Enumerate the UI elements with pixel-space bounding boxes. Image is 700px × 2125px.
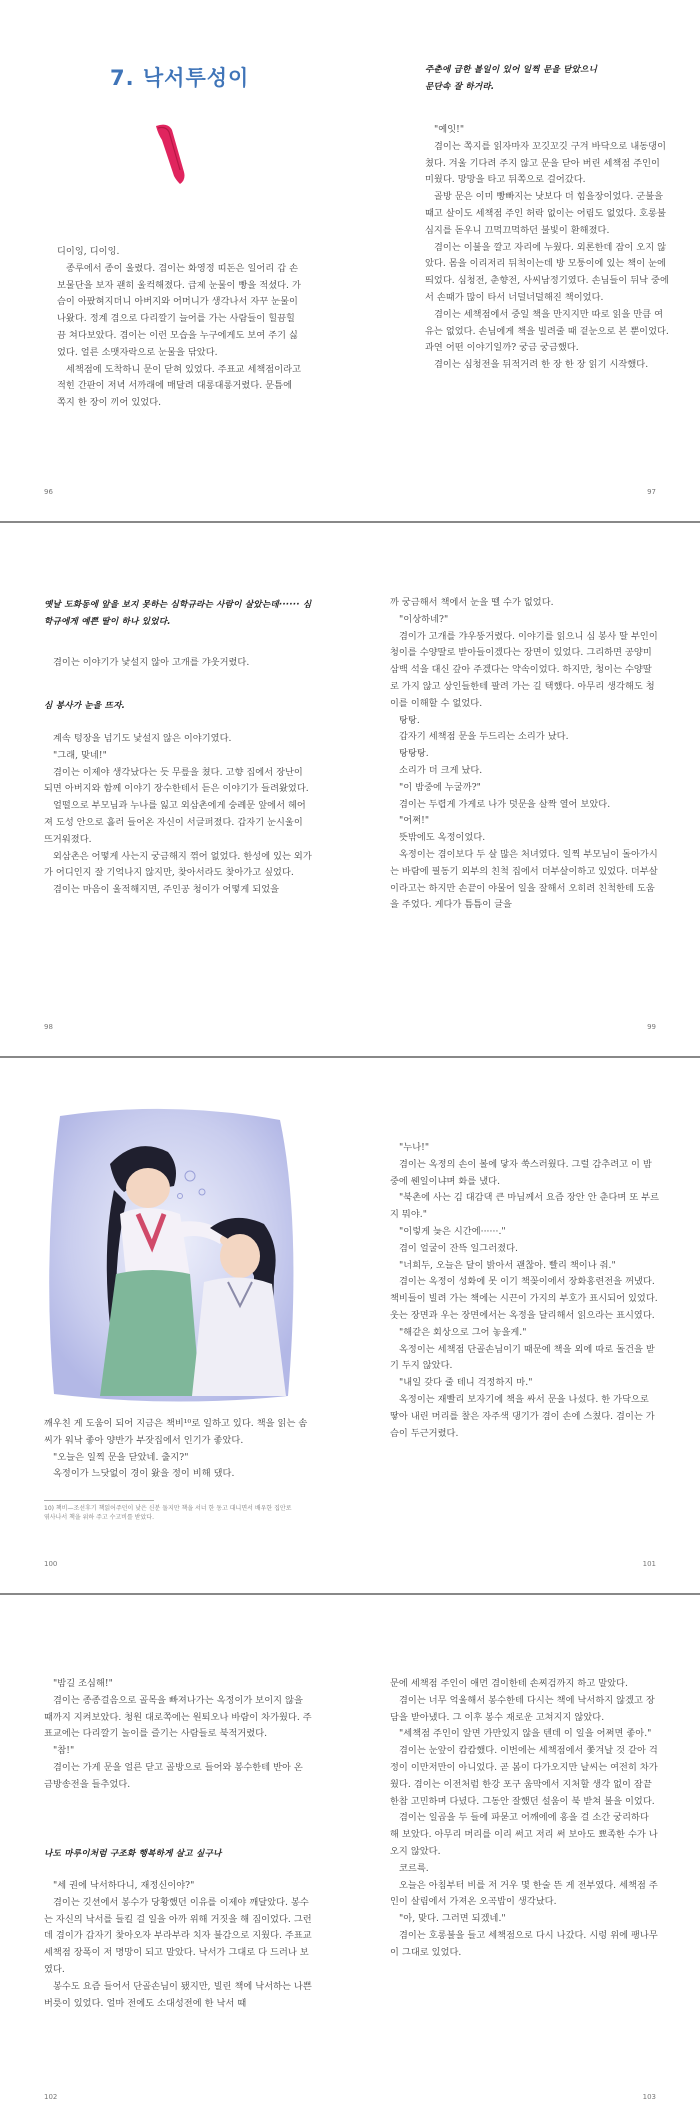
page-number: 96 xyxy=(44,488,53,496)
paragraph: 뜻밖에도 옥정이었다. xyxy=(399,832,486,844)
handwritten-note: 심 봉사가 눈을 뜨자. xyxy=(44,701,126,711)
page-103 xyxy=(350,1606,700,2125)
paragraph: 옥정이는 재빨리 보자기에 책을 싸서 문을 나섰다. 한 가닥으로 땋아 내린 머리를 찰은 자주색 댕기가 겸이 손에 스쳤다. 겸이는 가슴이 두근거렸다. xyxy=(390,1393,655,1439)
page-96-body xyxy=(57,244,302,412)
page-98-intro xyxy=(44,655,314,672)
paragraph: 겸이는 옥정이 성화에 못 이기 책꽂이에서 장화홍련전을 꺼냈다. 책비들이 빌려 가는 책에는 시끈이 가지의 부호가 표시되어 있었다. 웃는 장면과 우는 장면에서는 옥정을 달리해서 읽으라는 표시였다. xyxy=(390,1276,658,1321)
paragraph: 겸이는 두렵게 가게로 나가 덧문을 살짝 열어 보았다. xyxy=(399,798,611,810)
paragraph: 깨우친 게 도움이 되어 지금은 책비¹⁰로 일하고 있다. 책을 읽는 솜씨가 워낙 좋아 양반가 부잣집에서 인기가 좋았다. xyxy=(44,1418,308,1446)
paragraph: 겸이가 고개를 갸우뚱거렸다. 이야기를 읽으니 심 봉사 딸 부인이 청이를 수양딸로 받아들이겠다는 장면이 있었다. 그리하면 공양미 삼백 석을 대신 갚아 주겠다는 약속이었다. 하지만, 청이는 수양딸로 가지 않고 상인들한테 팔려 가는 길 택했다. 아무리 생각해도 청이를 이해할 수 없었다. xyxy=(390,630,658,709)
paragraph: 옥정이는 겸이보다 두 살 많은 처녀였다. 일찍 부모님이 돌아가시는 바람에 필동기 외부의 친척 집에서 더부살이하고 있었다. 더부살이라고는 하지만 손끝이 야물어 일을 잘해서 오히려 친척한테 도움을 주었다. 게다가 틈틈이 글을 xyxy=(390,848,658,911)
paragraph: "아, 맞다. 그러면 되겠네." xyxy=(399,1913,506,1925)
paragraph: 겸이는 너무 억울해서 봉수한테 다시는 책에 낙서하지 않겠고 장담을 받아냈다. 그 이후 봉수 재로운 고쳐지지 않았다. xyxy=(390,1694,655,1723)
spread-divider xyxy=(0,521,700,523)
paragraph: "참!" xyxy=(53,1745,75,1757)
spread-98-99 xyxy=(0,535,700,1055)
paragraph: 까 궁금해서 책에서 눈을 뗄 수가 없었다. xyxy=(390,597,554,608)
paragraph: 디이잉, 디이잉. xyxy=(57,246,120,257)
paragraph: 봉수도 요즘 들어서 단골손님이 됐지만, 빌린 책에 낙서하는 나쁜 버릇이 있었다. 얼마 전에도 소대성전에 한 낙서 때 xyxy=(44,1980,312,2009)
paragraph: 외삼촌은 어떻게 사는지 궁금해지 꺾어 없었다. 한성에 있는 외가가 어디인지 잘 기억나지 않지만, 찾아서라도 찾아가고 싶었다. xyxy=(44,850,312,879)
page-100-body xyxy=(44,1416,314,1483)
page-number: 102 xyxy=(44,2093,58,2101)
paragraph: "해같은 회상으로 그어 놓을게." xyxy=(399,1326,527,1338)
paragraph: 탕탕탕. xyxy=(399,748,429,760)
spread-100-101 xyxy=(0,1070,700,1592)
handwritten-note: 나도 마루이처럼 구조화 행복하게 살고 싶구나 xyxy=(44,1849,222,1859)
two-girls-illustration xyxy=(40,1106,302,1406)
paragraph: "그래, 맞네!" xyxy=(53,749,107,761)
paragraph: "너희두, 오늘은 달이 밝아서 괜찮아. 빨리 책이나 줘." xyxy=(399,1259,616,1271)
paragraph: 얼떨으로 부모님과 누나를 잃고 외삼촌에게 숭례문 앞에서 헤어져 도성 안으로 흘러 들어온 자신이 서글퍼졌다. 갑자기 눈시울이 뜨거워졌다. xyxy=(44,800,306,845)
paragraph: 겸이는 세책점에서 중일 책을 만지지만 따로 읽을 만큼 여유는 없었다. 손님에게 책을 빌려줄 때 겉눈으로 본 뿐이었다. 과연 어떤 이야기일까? 궁금 궁금했다. xyxy=(425,308,669,354)
paragraph: 겸이는 일곱을 두 들에 파묻고 어깨에에 홍을 걸 소간 궁리하다 해 보았다. 아무리 머리를 이리 써고 저리 써 보아도 뾰족한 수가 나오지 않았다. xyxy=(390,1812,658,1857)
paragraph: "세 권에 낙서하다니, 재정신이야?" xyxy=(53,1880,195,1891)
page-98-body xyxy=(44,731,314,899)
page-number: 103 xyxy=(642,2093,656,2101)
paragraph: 겸이는 가게 문을 얼른 닫고 골방으로 들어와 봉수한테 반아 온 금방송전을 들추었다. xyxy=(44,1761,303,1790)
chapter-title: 7. 낙서투성이 xyxy=(110,66,250,90)
page-103-body xyxy=(390,1676,660,1962)
paragraph: "누나!" xyxy=(399,1142,430,1153)
paragraph: 겸이는 눈앞이 캄캄했다. 이번에는 세책점에서 쫓겨날 것 같아 걱정이 이만저만이 아니었다. 곧 봄이 다가오지만 날씨는 여전히 차가웠다. 겸이는 이전처럼 한강 포구 움막에서 지처할 생각 없이 잠끝 한참 고민하며 다녔다. 그동안 잘했던 설움이 북 받쳐 불을 이었다. xyxy=(390,1745,658,1807)
paragraph: "어쩌!" xyxy=(399,815,430,827)
paragraph: 탕탕. xyxy=(399,714,420,726)
paragraph: 겸이는 이제야 생각났다는 듯 무릎을 쳤다. 고향 집에서 장난이 되면 아버지와 함께 이야기 장수한테서 듣은 이야기가 들려왔었다. xyxy=(44,766,309,795)
paragraph: 종루에서 종이 울렸다. 겸이는 화영정 띠돈은 일어리 갑 손 보물단을 보자 괜히 울컥해졌다. 급제 눈물이 빵을 적셨다. 가슴이 아팠혀지더니 아버지와 어머니가 생각나서 자꾸 눈물이 나왔다. 정계 겸으로 다리깔기 늘어를 가는 사람들이 힐끔힐끔 쳐다보았다. 겸이는 이런 모습을 누구에게도 보여 주기 싫었다. 얼른 소맷자락으로 눈물을 닦았다. xyxy=(57,262,301,358)
paragraph: 겸이는 호롱불을 들고 세책점으로 다시 나갔다. 시렁 위에 팽나무이 그대로 있었다. xyxy=(390,1929,658,1958)
paragraph: "오늘은 일찍 문을 닫았네. 출지?" xyxy=(53,1451,189,1463)
paragraph: 겸이는 마음이 울적해지면, 주인공 청이가 어떻게 되었을 xyxy=(53,884,280,896)
page-99-body xyxy=(390,595,660,914)
page-102-body-b xyxy=(44,1878,314,2012)
page-101-body xyxy=(390,1140,660,1442)
red-ribbon-illustration xyxy=(150,120,190,190)
paragraph: 겸이는 종종걸음으로 골목을 빠져나가는 옥정이가 보이지 않을 때까지 지켜보았다. 청원 대로쪽에는 원퇴오나 바람이 차가웠다. 주표교에는 다리깔기 놀이를 즐기는 사람들로 북적거렸다. xyxy=(44,1694,312,1740)
paragraph: 겸이 얼굴이 잔뜩 일그러졌다. xyxy=(399,1242,518,1254)
page-102 xyxy=(0,1606,350,2125)
page-101 xyxy=(350,1070,700,1592)
page-number: 97 xyxy=(647,488,656,496)
paragraph: "이렇게 늦은 시간에······." xyxy=(399,1225,506,1237)
page-97-body xyxy=(425,122,670,374)
spread-divider xyxy=(0,1593,700,1595)
paragraph: 세책점에 도착하니 문이 닫혀 있었다. 주표교 세책점이라고 적힌 간판이 저녁 서까래에 매달려 대롱대롱거렸다. 문틈에 쪽지 한 장이 끼어 있었다. xyxy=(57,363,301,409)
paragraph: 오늘은 아침부터 비를 저 거우 몇 한술 뜬 게 전부였다. 세책점 주인이 살림에서 가져온 오곡밥이 생각났다. xyxy=(390,1879,658,1908)
page-number: 98 xyxy=(44,1023,53,1031)
paragraph: "예잇!" xyxy=(434,124,465,135)
paragraph: 계속 텅장을 넘기도 낯설지 않은 이야기였다. xyxy=(53,733,232,744)
paragraph: 소리가 더 크게 났다. xyxy=(399,764,483,776)
paragraph: "북촌에 사는 김 대감댁 큰 마님께서 요즘 장안 안 춘다며 또 부르지 뭐야." xyxy=(390,1192,660,1221)
spread-96-97 xyxy=(0,0,700,520)
handwritten-note: 옛날 도화동에 앞을 보지 못하는 심학규라는 사람이 살았는데······ 심학규에게 예쁜 딸이 하나 있었다. xyxy=(44,600,312,627)
paragraph: 옥정이가 느닷없이 경이 왔을 정이 비해 댔다. xyxy=(53,1468,235,1480)
paragraph: 갑자기 세책점 문을 두드리는 소리가 났다. xyxy=(399,731,569,743)
page-98 xyxy=(0,535,350,1055)
footnote-rule xyxy=(44,1500,154,1501)
paragraph: 겸이는 심청전을 뒤적거려 한 장 한 장 읽기 시작했다. xyxy=(434,359,649,371)
spread-divider xyxy=(0,1056,700,1058)
paragraph: 옥정이는 세책점 단골손님이기 때문에 책을 외에 따로 돌건을 받기 두지 않았다. xyxy=(390,1343,655,1372)
paragraph: 겸이는 이불을 깔고 자리에 누웠다. 외론한데 잠이 오지 않았다. 몸을 이리저리 뒤척이는데 방 모퉁이에 있는 책이 눈에 띄었다. 심청전, 춘향전, 사씨남정기였다. 손님들이 뒤낙 중에서 손때가 많이 타서 너덜너덜해진 책이었다. xyxy=(425,241,669,303)
paragraph: 코르륵. xyxy=(399,1862,429,1874)
page-number: 99 xyxy=(647,1023,656,1031)
paragraph: "밤길 조심해!" xyxy=(53,1678,113,1689)
page-96 xyxy=(0,0,350,520)
page-100 xyxy=(0,1070,350,1592)
paragraph: 문에 세책점 주인이 애먼 겸이한테 손찌검까지 하고 말았다. xyxy=(390,1678,628,1689)
paragraph: 겸이는 이야기가 낯설지 않아 고개를 갸웃거렸다. xyxy=(53,657,250,668)
handwritten-note: 주춘에 급한 볼일이 있어 일찍 문을 닫았으니 문단속 잘 하거라. xyxy=(425,65,598,92)
page-97 xyxy=(350,0,700,520)
paragraph: 겸이는 옥정의 손이 볼에 닿자 쑥스러웠다. 그럴 감추려고 이 밤중에 웬일이냐며 화를 냈다. xyxy=(390,1158,652,1187)
page-number: 101 xyxy=(642,1560,656,1568)
paragraph: 골방 문은 이미 빵빠지는 낫보다 더 힘을장이었다. 군불을 때고 살이도 세책점 주인 허락 없이는 어림도 없었다. 호롱불 심지를 돋우니 끄먹끄먹하던 불빛이 환해졌다. xyxy=(425,191,666,236)
paragraph: "내일 갖다 줄 테니 걱정하지 마." xyxy=(399,1377,533,1389)
footnote: 10) 책비—조선후기 책읽어주던이 낮은 신분 돌지만 책을 서너 한 동고 대니면서 배우한 집안로 엮사나서 책을 위하 주고 수고비를 받았다. xyxy=(44,1505,292,1521)
spread-102-103 xyxy=(0,1606,700,2125)
page-number: 100 xyxy=(44,1560,58,1568)
paragraph: "이상하네?" xyxy=(399,613,449,625)
paragraph: "세책점 주인이 알면 가만있지 않을 텐데 이 일을 어쩌면 좋아." xyxy=(399,1728,652,1740)
page-102-body-a xyxy=(44,1676,314,1794)
paragraph: 겸이는 깃션에서 봉수가 당황했던 이유를 이제야 깨달았다. 봉수는 자신의 낙서를 들킬 걸 일을 아까 위해 거짓을 해 짐이었다. 그런데 겸이가 갑자기 찾아오자 부라부라 치자 불감으로 지웠다. 주표교 세책점 장폭이 저 명망이 되고 말았다. 낙서가 그대로 다 드러나 보였다. xyxy=(44,1896,312,1975)
page-99 xyxy=(350,535,700,1055)
paragraph: 겸이는 쪽지를 읽자마자 꼬깃꼬깃 구겨 바닥으로 내동댕이쳤다. 겨울 기다려 주지 않고 문을 닫아 버린 세책점 주인이 미웠다. 망망을 타고 뒤쪽으로 걸어갔다. xyxy=(425,140,667,186)
paragraph: "이 밤중에 누굴까?" xyxy=(399,781,481,793)
